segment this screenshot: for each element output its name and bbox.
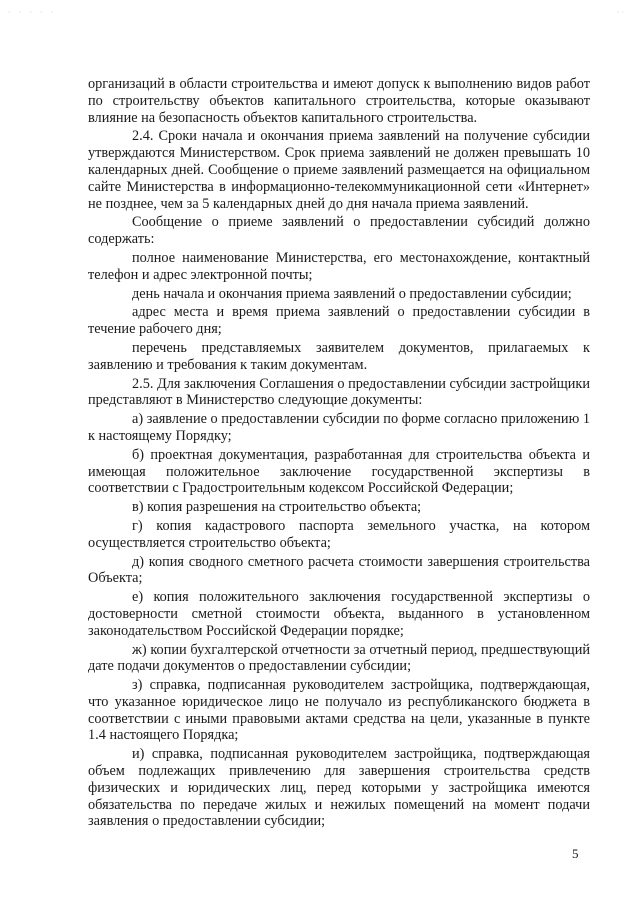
paragraph: в) копия разрешения на строительство объекта; xyxy=(132,499,422,516)
paragraph: и) справка, подписанная руководителем застройщика, подтверждающая объем подлежащих привлечению для завершения строительства средств физических и юридических лиц, перед которыми у застройщика имеются обязательства по передаче жилых и нежилых помещений на момент подачи заявления о предоставлении субсидии; xyxy=(88,746,590,830)
paragraph: адрес места и время приема заявлений о предоставлении субсидии в течение рабочего дня; xyxy=(88,304,590,338)
paragraph: г) копия кадастрового паспорта земельного участка, на котором осуществляется строительство объекта; xyxy=(88,517,590,551)
paragraph: организаций в области строительства и имеют допуск к выполнению видов работ по строительству объектов капитального строительства, которые оказывают влияние на безопасность объектов капитального строительства. xyxy=(88,76,590,126)
paragraph: ж) копии бухгалтерской отчетности за отчетный период, предшествующий дате подачи документов о предоставлении субсидии; xyxy=(88,641,590,675)
paragraph: день начала и окончания приема заявлений о предоставлении субсидии; xyxy=(132,285,572,302)
paragraph: Сообщение о приеме заявлений о предоставлении субсидий должно содержать: xyxy=(88,214,590,248)
scan-artifact: · · · · · xyxy=(8,8,57,17)
paragraph: б) проектная документация, разработанная для строительства объекта и имеющая положительное заключение государственной экспертизы в соответствии с Градостроительным кодексом Российской Федерации; xyxy=(88,446,590,497)
scan-artifact: · · xyxy=(616,8,624,17)
paragraph: полное наименование Министерства, его местонахождение, контактный телефон и адрес электронной почты; xyxy=(88,249,590,283)
document-body xyxy=(88,76,590,832)
paragraph: 2.4. Сроки начала и окончания приема заявлений на получение субсидии утверждаются Министерством. Срок приема заявлений не должен превышать 10 календарных дней. Сообщение о приеме заявлений размещается на официальном сайте Министерства в информационно-телекоммуникационной сети «Интернет» не позднее, чем за 5 календарных дней до дня начала приема заявлений. xyxy=(88,128,590,212)
paragraph: е) копия положительного заключения государственной экспертизы о достоверности сметной стоимости объекта, выданного в установленном законодательством Российской Федерации порядке; xyxy=(88,589,590,639)
paragraph: 2.5. Для заключения Соглашения о предоставлении субсидии застройщики представляют в Министерство следующие документы: xyxy=(88,375,591,409)
page-number: 5 xyxy=(572,846,579,861)
paragraph: д) копия сводного сметного расчета стоимости завершения строительства Объекта; xyxy=(88,553,590,587)
paragraph: перечень представляемых заявителем документов, прилагаемых к заявлению и требования к таким документам. xyxy=(88,339,590,373)
paragraph: з) справка, подписанная руководителем застройщика, подтверждающая, что указанное юридическое лицо не получало из республиканского бюджета в соответствии с иными правовыми актами средства на цели, указанные в пункте 1.4 настоящего Порядка; xyxy=(88,677,590,744)
paragraph: а) заявление о предоставлении субсидии по форме согласно приложению 1 к настоящему Порядку; xyxy=(88,411,590,444)
